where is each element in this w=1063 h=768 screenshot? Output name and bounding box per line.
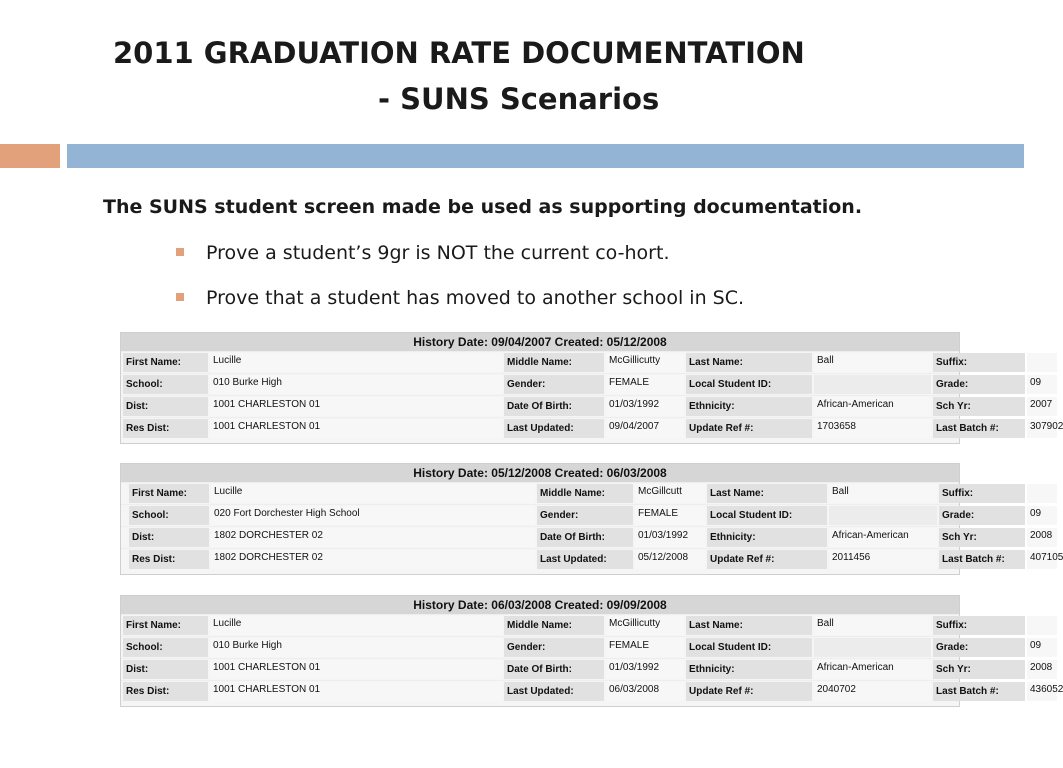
school-label: School:	[123, 375, 208, 394]
bullet-item	[176, 242, 670, 264]
dist-value: 1001 CHARLESTON 01	[210, 660, 502, 679]
grade-label: Grade:	[933, 638, 1025, 657]
sch-yr-label: Sch Yr:	[939, 528, 1025, 547]
sch-yr-label: Sch Yr:	[933, 397, 1025, 416]
dist-label: Dist:	[123, 397, 208, 416]
last-name-value: Ball	[814, 616, 931, 635]
title-line-1: 2011 GRADUATION RATE DOCUMENTATION	[113, 36, 805, 70]
record-row	[121, 658, 1053, 680]
bullet-text: Prove a student’s 9gr is NOT the current co-hort.	[206, 242, 670, 264]
gender-label: Gender:	[504, 638, 604, 657]
school-value: 010 Burke High	[210, 638, 502, 657]
first-name-label: First Name:	[129, 484, 209, 503]
ethnicity-label: Ethnicity:	[686, 660, 812, 679]
last-batch-label: Last Batch #:	[933, 682, 1025, 701]
grade-value: 09	[1027, 638, 1057, 657]
square-bullet-icon	[176, 293, 184, 301]
intro-text: The SUNS student screen made be used as supporting documentation.	[103, 196, 863, 218]
first-name-value: Lucille	[211, 484, 535, 503]
first-name-value: Lucille	[210, 353, 502, 372]
last-batch-value: 436052	[1027, 682, 1057, 701]
first-name-label: First Name:	[123, 616, 208, 635]
local-id-label: Local Student ID:	[707, 506, 827, 525]
school-value: 010 Burke High	[210, 375, 502, 394]
res-dist-label: Res Dist:	[123, 419, 208, 438]
suffix-label: Suffix:	[939, 484, 1025, 503]
middle-name-value: McGillicutty	[606, 353, 684, 372]
school-value: 020 Fort Dorchester High School	[211, 506, 535, 525]
dob-label: Date Of Birth:	[537, 528, 633, 547]
last-name-value: Ball	[814, 353, 931, 372]
record-row	[121, 614, 968, 636]
local-id-value	[814, 375, 931, 394]
sch-yr-value: 2008	[1027, 660, 1057, 679]
grade-label: Grade:	[939, 506, 1025, 525]
update-ref-label: Update Ref #:	[686, 682, 812, 701]
record-row	[121, 395, 1053, 417]
gender-value: FEMALE	[635, 506, 705, 525]
record-row	[121, 351, 968, 373]
suffix-label: Suffix:	[933, 353, 1025, 372]
last-updated-value: 05/12/2008	[635, 550, 705, 569]
gender-label: Gender:	[537, 506, 633, 525]
grade-value: 09	[1027, 506, 1057, 525]
dist-label: Dist:	[123, 660, 208, 679]
title-line-2: - SUNS Scenarios	[378, 82, 660, 116]
sch-yr-label: Sch Yr:	[933, 660, 1025, 679]
suffix-value	[1027, 353, 1057, 372]
last-name-label: Last Name:	[686, 353, 812, 372]
last-name-value: Ball	[829, 484, 937, 503]
grade-label: Grade:	[933, 375, 1025, 394]
middle-name-value: McGillcutt	[635, 484, 705, 503]
square-bullet-icon	[176, 248, 184, 256]
record-row	[121, 548, 1063, 570]
last-batch-label: Last Batch #:	[933, 419, 1025, 438]
gender-value: FEMALE	[606, 375, 684, 394]
ethnicity-value: African-American	[814, 397, 931, 416]
ethnicity-label: Ethnicity:	[686, 397, 812, 416]
first-name-value: Lucille	[210, 616, 502, 635]
last-batch-value: 407105	[1027, 550, 1057, 569]
dist-label: Dist:	[129, 528, 209, 547]
history-header: History Date: 06/03/2008 Created: 09/09/2008	[121, 596, 959, 614]
last-updated-value: 09/04/2007	[606, 419, 684, 438]
update-ref-label: Update Ref #:	[707, 550, 827, 569]
last-batch-value: 307902	[1027, 419, 1057, 438]
update-ref-label: Update Ref #:	[686, 419, 812, 438]
record-row	[121, 680, 1063, 702]
suffix-value	[1027, 616, 1057, 635]
middle-name-label: Middle Name:	[504, 616, 604, 635]
res-dist-value: 1802 DORCHESTER 02	[211, 550, 535, 569]
first-name-label: First Name:	[123, 353, 208, 372]
res-dist-label: Res Dist:	[123, 682, 208, 701]
last-name-label: Last Name:	[686, 616, 812, 635]
gender-label: Gender:	[504, 375, 604, 394]
last-batch-label: Last Batch #:	[939, 550, 1025, 569]
update-ref-value: 2040702	[814, 682, 931, 701]
dist-value: 1001 CHARLESTON 01	[210, 397, 502, 416]
dist-value: 1802 DORCHESTER 02	[211, 528, 535, 547]
local-id-label: Local Student ID:	[686, 638, 812, 657]
res-dist-value: 1001 CHARLESTON 01	[210, 419, 502, 438]
suffix-label: Suffix:	[933, 616, 1025, 635]
last-updated-label: Last Updated:	[504, 419, 604, 438]
record-row	[121, 482, 974, 504]
history-header: History Date: 09/04/2007 Created: 05/12/2008	[121, 333, 959, 351]
last-updated-label: Last Updated:	[537, 550, 633, 569]
ethnicity-value: African-American	[814, 660, 931, 679]
sch-yr-value: 2008	[1027, 528, 1057, 547]
ethnicity-value: African-American	[829, 528, 937, 547]
res-dist-value: 1001 CHARLESTON 01	[210, 682, 502, 701]
record-row	[121, 417, 1063, 439]
last-updated-label: Last Updated:	[504, 682, 604, 701]
sch-yr-value: 2007	[1027, 397, 1057, 416]
history-header: History Date: 05/12/2008 Created: 06/03/2008	[121, 464, 959, 482]
local-id-label: Local Student ID:	[686, 375, 812, 394]
local-id-value	[814, 638, 931, 657]
local-id-value	[829, 506, 937, 525]
update-ref-value: 1703658	[814, 419, 931, 438]
grade-value: 09	[1027, 375, 1057, 394]
middle-name-label: Middle Name:	[537, 484, 633, 503]
record-row	[121, 526, 1053, 548]
record-row	[121, 636, 1042, 658]
accent-bar-blue	[67, 144, 1024, 168]
dob-label: Date Of Birth:	[504, 397, 604, 416]
dob-value: 01/03/1992	[606, 660, 684, 679]
dob-value: 01/03/1992	[606, 397, 684, 416]
res-dist-label: Res Dist:	[129, 550, 209, 569]
middle-name-value: McGillicutty	[606, 616, 684, 635]
school-label: School:	[129, 506, 209, 525]
gender-value: FEMALE	[606, 638, 684, 657]
suns-history-record-3	[120, 595, 1063, 707]
ethnicity-label: Ethnicity:	[707, 528, 827, 547]
last-updated-value: 06/03/2008	[606, 682, 684, 701]
accent-bar-orange	[0, 144, 60, 168]
suns-history-record-2	[120, 463, 1063, 575]
middle-name-label: Middle Name:	[504, 353, 604, 372]
last-name-label: Last Name:	[707, 484, 827, 503]
dob-value: 01/03/1992	[635, 528, 705, 547]
suns-history-record-1	[120, 332, 1063, 444]
record-row	[121, 504, 1042, 526]
suffix-value	[1027, 484, 1057, 503]
bullet-text: Prove that a student has moved to another school in SC.	[206, 287, 745, 309]
bullet-item	[176, 287, 744, 309]
school-label: School:	[123, 638, 208, 657]
update-ref-value: 2011456	[829, 550, 937, 569]
record-row	[121, 373, 1042, 395]
dob-label: Date Of Birth:	[504, 660, 604, 679]
